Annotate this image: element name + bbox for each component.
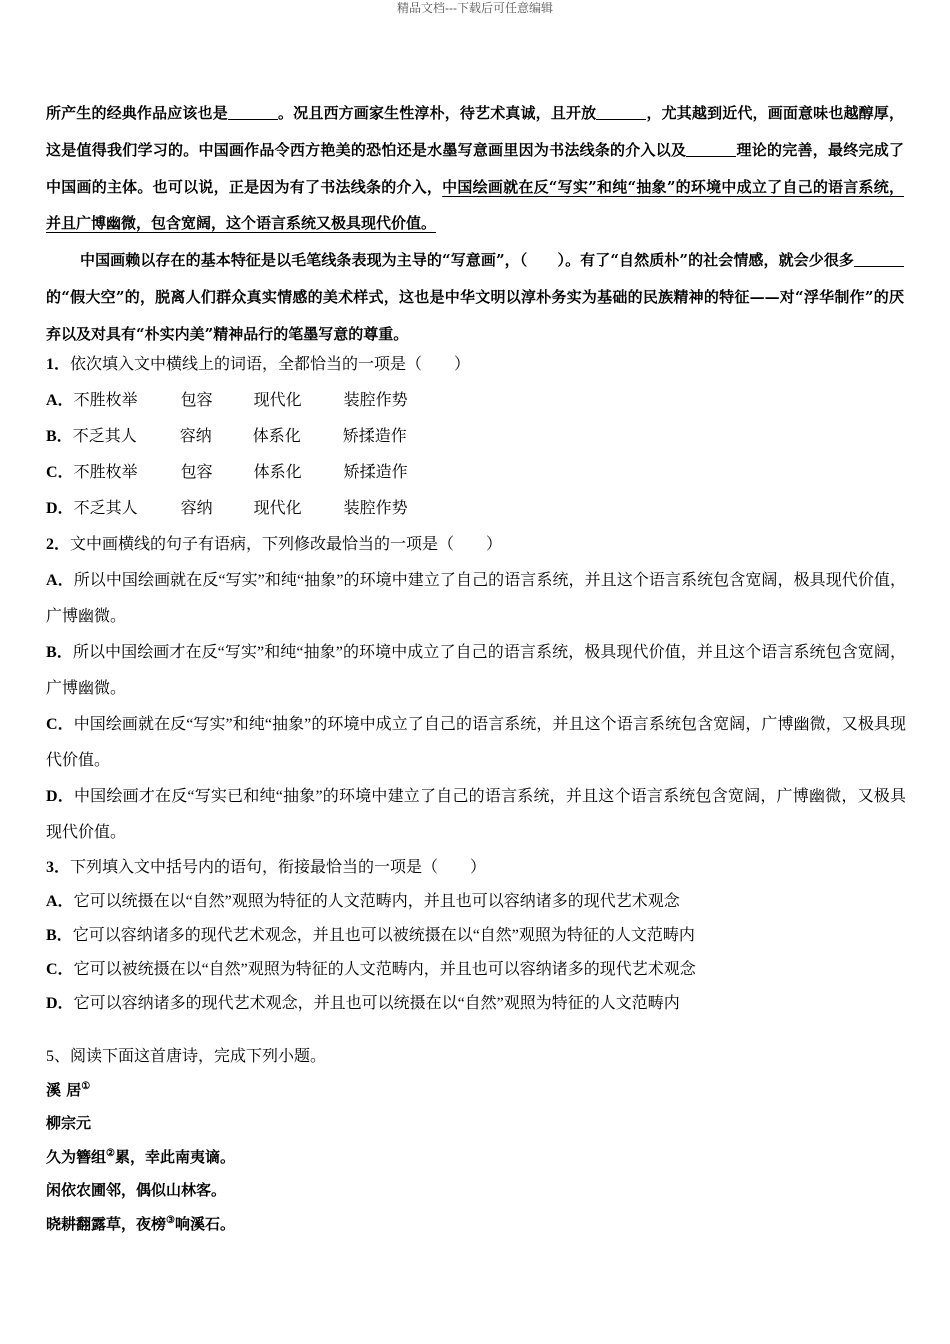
underlined-sentence: 中国绘画就在反“写实”和纯“抽象”的环境中成立了自己的语言系统，并且广博幽微，包含宽阔，这个语言系统又极具现代价值。 [46, 177, 904, 233]
fill-blank [686, 140, 736, 157]
poem-line-3 [46, 1208, 906, 1242]
question-2-option-d [46, 779, 906, 851]
option-text: 它可以被统摄在以“自然”观照为特征的人文范畴内，并且也可以容纳诸多的现代艺术观念 [73, 961, 696, 978]
option-word: 容纳 [179, 428, 212, 445]
option-letter: D． [46, 788, 74, 805]
footnote-marker: ② [106, 1147, 115, 1159]
option-text: 所以中国绘画就在反“写实”和纯“抽象”的环境中建立了自己的语言系统，并且这个语言系统包含宽阔，极具现代价值，广博幽微。 [46, 572, 906, 625]
question-1-stem [46, 347, 906, 383]
question-2-option-b [46, 635, 906, 707]
option-word: 现代化 [253, 392, 302, 409]
passage-paragraph-1 [46, 95, 904, 242]
option-letter: D． [46, 995, 74, 1012]
option-word: 包容 [180, 464, 213, 481]
passage-text: ，尤其越到近代，画面意味也越醇厚，这是值得我们学习的。中国画作品令西方艳美的恐怕还是水墨写意画里因为书法线条的介入以及 [46, 104, 904, 159]
option-letter: C． [46, 961, 74, 978]
passage-text: 。况且西方画家生性淳朴，待艺术真诚，且开放 [277, 104, 597, 122]
question-2-stem [46, 527, 906, 563]
questions [46, 347, 906, 1021]
option-text: 它可以容纳诸多的现代艺术观念，并且也可以统摄在以“自然”观照为特征的人文范畴内 [73, 995, 680, 1012]
question-2-option-a [46, 563, 906, 635]
question-number: 1． [46, 356, 71, 373]
question-1-option-b [46, 419, 906, 455]
option-letter: A． [46, 893, 74, 910]
option-letter: A． [46, 392, 74, 409]
option-letter: A． [46, 572, 74, 589]
option-letter: B． [46, 927, 73, 944]
question-3-stem [46, 851, 906, 885]
question-number: 3． [46, 859, 71, 876]
passage-text: 中国画赖以存在的基本特征是以毛笔线条表现为主导的“写意画”，（ ）。有了“自然质朴”的社会情感，就会少很多 [80, 251, 854, 270]
passage-paragraph-2 [46, 242, 904, 352]
option-word: 容纳 [180, 500, 213, 517]
footnote-marker: ③ [166, 1214, 175, 1226]
option-word: 装腔作势 [343, 392, 408, 409]
question-3-option-b [46, 919, 906, 953]
passage-text: 的“假大空”的，脱离人们群众真实情感的美术样式，这也是中华文明以淳朴务实为基础的民族精神的特征——对“浮华制作”的厌弃以及对具有“朴实内美”精神品行的笔墨写意的尊重。 [46, 287, 904, 343]
poem-text: 晓耕翻露草，夜榜 [46, 1214, 167, 1233]
poem-text: 响溪石。 [174, 1214, 235, 1233]
fill-blank [854, 250, 904, 267]
option-word: 矫揉造作 [343, 464, 408, 481]
option-word: 不乏其人 [73, 500, 138, 517]
option-word: 不乏其人 [72, 428, 137, 445]
option-letter: C． [46, 464, 74, 481]
option-word: 不胜枚举 [73, 392, 138, 409]
question-3-option-a [46, 885, 906, 919]
question-number: 2． [46, 536, 71, 553]
poem-section [46, 1040, 906, 1241]
question-text: 文中画横线的句子有语病，下列修改最恰当的一项是（ ） [70, 536, 503, 553]
reading-passage [46, 95, 904, 353]
poem-title-text: 溪 居 [46, 1080, 82, 1099]
option-letter: C． [46, 716, 74, 733]
question-3-option-d [46, 987, 906, 1021]
option-word: 体系化 [252, 428, 301, 445]
option-text: 中国绘画才在反“写实已和纯“抽象”的环境中建立了自己的语言系统，并且这个语言系统包含宽阔，广博幽微，又极具现代价值。 [46, 788, 906, 841]
poem-line-1 [46, 1141, 906, 1175]
question-1-option-d [46, 491, 906, 527]
poem-instruction: 5、阅读下面这首唐诗，完成下列小题。 [46, 1048, 327, 1065]
option-text: 它可以容纳诸多的现代艺术观念，并且也可以被统摄在以“自然”观照为特征的人文范畴内 [72, 927, 695, 944]
option-letter: D． [46, 500, 74, 517]
question-text: 依次填入文中横线上的词语，全都恰当的一项是（ ） [70, 356, 471, 373]
poem-text: 久为簪组 [46, 1147, 107, 1166]
option-word: 现代化 [253, 500, 302, 517]
option-text: 所以中国绘画才在反“写实”和纯“抽象”的环境中成立了自己的语言系统，极具现代价值，并且这个语言系统包含宽阔，广博幽微。 [46, 644, 906, 697]
option-word: 体系化 [253, 464, 302, 481]
option-letter: B． [46, 644, 73, 661]
option-letter: B． [46, 428, 73, 445]
passage-text: 理论的完善，最终完成了中国画的主体。也可以说，正是因为有了书法线条的介入， [46, 140, 904, 196]
poem-title [46, 1074, 906, 1108]
poem-author: 柳宗元 [46, 1114, 92, 1132]
question-1-option-c [46, 455, 906, 491]
question-1-option-a [46, 383, 906, 419]
footnote-marker: ① [81, 1080, 91, 1092]
fill-blank [228, 103, 278, 120]
page-header: 精品文档---下载后可任意编辑 [397, 1, 553, 15]
option-word: 装腔作势 [343, 500, 408, 517]
option-text: 中国绘画就在反“写实”和纯“抽象”的环境中成立了自己的语言系统，并且这个语言系统包含宽阔，广博幽微，又极具现代价值。 [46, 716, 906, 769]
option-text: 它可以统摄在以“自然”观照为特征的人文范畴内，并且也可以容纳诸多的现代艺术观念 [73, 893, 680, 910]
question-2-option-c [46, 707, 906, 779]
fill-blank [596, 103, 646, 120]
option-word: 包容 [180, 392, 213, 409]
option-word: 矫揉造作 [342, 428, 407, 445]
question-text: 下列填入文中括号内的语句，衔接最恰当的一项是（ ） [70, 859, 487, 876]
poem-line-2: 闲依农圃邻，偶似山林客。 [46, 1181, 227, 1199]
option-word: 不胜枚举 [73, 464, 138, 481]
question-3-option-c [46, 953, 906, 987]
poem-text: 累，幸此南夷谪。 [114, 1147, 235, 1166]
passage-text: 所产生的经典作品应该也是 [46, 104, 228, 122]
